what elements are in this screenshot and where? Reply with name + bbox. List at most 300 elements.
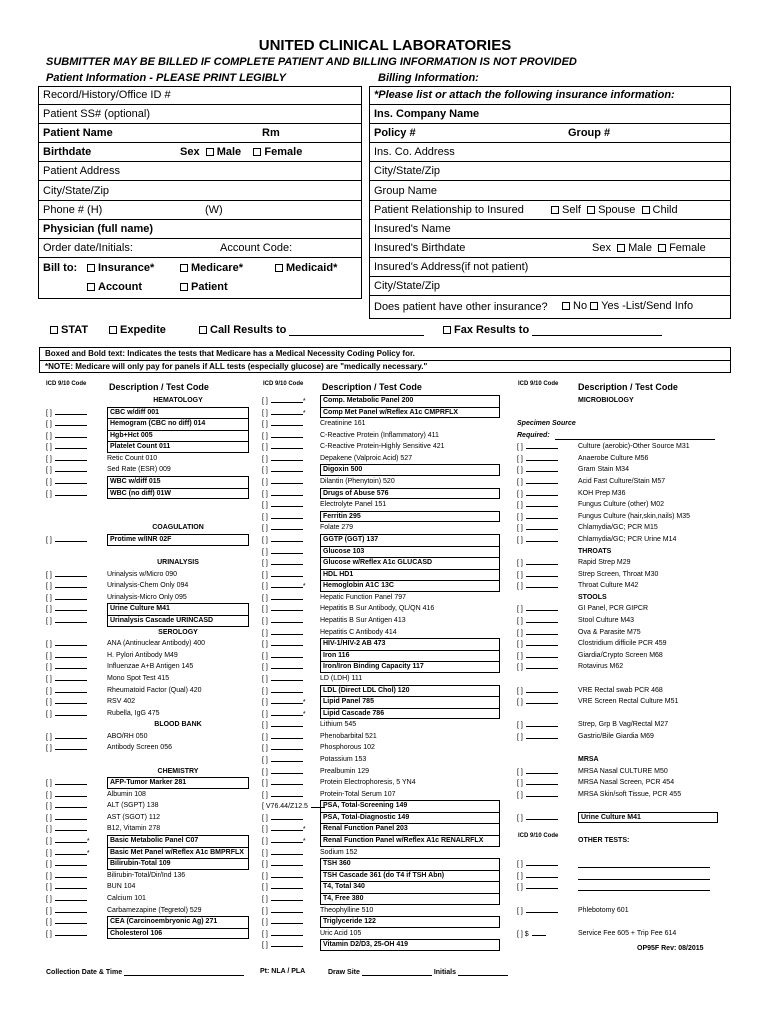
test-option[interactable]: Renal Function Panel 203 xyxy=(320,823,500,835)
fax-results-line[interactable] xyxy=(532,328,662,336)
fax-results-option[interactable]: Fax Results to xyxy=(443,324,662,336)
test-option[interactable]: Phosphorous 102 xyxy=(320,744,375,752)
icd-code-line[interactable] xyxy=(526,789,558,797)
test-option[interactable]: Hemoglobin A1C 13C xyxy=(320,580,500,592)
test-option[interactable]: HIV-1/HIV-2 AB 473 xyxy=(320,638,500,650)
icd-code-line[interactable] xyxy=(55,407,87,415)
test-option[interactable]: Lithium 545 xyxy=(320,721,357,729)
icd-code-line[interactable] xyxy=(55,835,87,843)
test-option[interactable]: HDL HD1 xyxy=(320,569,500,581)
patient-field-5[interactable] xyxy=(39,182,361,201)
draw-site-line[interactable] xyxy=(362,968,432,976)
test-option[interactable]: Dilantin (Phenytoin) 520 xyxy=(320,478,395,486)
icd-code-line[interactable] xyxy=(271,731,303,739)
billing-field-3[interactable] xyxy=(370,143,730,162)
icd-code-entry[interactable] xyxy=(517,731,558,744)
icd-code-line[interactable] xyxy=(526,499,558,507)
test-option[interactable]: Fungus Culture (other) M02 xyxy=(578,501,664,509)
sex-selector[interactable]: Sex Male Female xyxy=(180,146,303,158)
test-option[interactable]: Urinalysis-Chem Only 094 xyxy=(107,582,189,590)
other-test-line[interactable] xyxy=(578,859,710,868)
icd-code-entry[interactable] xyxy=(517,881,558,894)
test-option[interactable]: Hepatitis B Sur Antigen 413 xyxy=(320,617,406,625)
test-option[interactable]: GI Panel, PCR GIPCR xyxy=(578,605,649,613)
icd-code-line[interactable] xyxy=(271,430,303,438)
test-option[interactable]: Stool Culture M43 xyxy=(578,617,635,625)
icd-code-line[interactable] xyxy=(271,453,303,461)
stat-checkbox[interactable] xyxy=(50,326,58,334)
icd-code-entry[interactable] xyxy=(517,661,558,674)
bill-medicare[interactable]: Medicare* xyxy=(180,262,243,274)
icd-code-line[interactable] xyxy=(526,441,558,449)
icd-code-line[interactable] xyxy=(271,441,303,449)
icd-code-line[interactable] xyxy=(271,696,303,704)
test-option[interactable]: Anaerobe Culture M56 xyxy=(578,454,649,462)
test-option[interactable]: Vitamin D2/D3, 25-OH 419 xyxy=(320,939,500,951)
icd-code-line[interactable] xyxy=(526,766,558,774)
icd-code-line[interactable] xyxy=(55,441,87,449)
icd-code-line[interactable] xyxy=(526,696,558,704)
icd-code-line[interactable] xyxy=(55,742,87,750)
test-option[interactable]: TSH Cascade 361 (do T4 if TSH Abn) xyxy=(320,870,500,882)
icd-code-line[interactable] xyxy=(271,546,303,554)
test-option[interactable]: Gram Stain M34 xyxy=(578,466,629,474)
icd-code-line[interactable] xyxy=(271,766,303,774)
icd-code-line[interactable] xyxy=(526,488,558,496)
icd-code-line[interactable] xyxy=(526,615,558,623)
medicare-checkbox[interactable] xyxy=(180,264,188,272)
bill-insurance[interactable]: Insurance* xyxy=(87,262,154,274)
test-option[interactable]: Urinalysis Cascade URINCASD xyxy=(107,615,249,627)
icd-code-line[interactable] xyxy=(271,742,303,750)
test-option[interactable]: Folate 279 xyxy=(320,524,354,532)
test-option[interactable]: Digoxin 500 xyxy=(320,464,500,476)
test-option[interactable]: Iron 116 xyxy=(320,650,500,662)
icd-code-line[interactable] xyxy=(526,650,558,658)
patient-field-6[interactable] xyxy=(39,201,361,220)
other-test-line[interactable] xyxy=(578,871,710,880)
test-option[interactable]: Hepatic Function Panel 797 xyxy=(320,593,406,601)
relationship-selector[interactable]: Self Spouse Child xyxy=(551,204,678,216)
test-option[interactable]: Urine Culture M41 xyxy=(107,603,249,615)
icd-code-line[interactable] xyxy=(55,777,87,785)
icd-code-line[interactable] xyxy=(55,858,87,866)
test-option[interactable]: PSA, Total-Diagnostic 149 xyxy=(320,812,500,824)
test-option[interactable]: Chlamydia/GC; PCR M15 xyxy=(578,524,658,532)
test-option[interactable]: Antibody Screen 056 xyxy=(107,744,172,752)
test-option[interactable]: RSV 402 xyxy=(107,698,136,706)
bill-patient[interactable]: Patient xyxy=(180,281,228,293)
test-option[interactable]: Hepatitis C Antibody 414 xyxy=(320,628,397,636)
test-option[interactable]: C-Reactive Protein (Inflammatory) 411 xyxy=(320,431,439,439)
test-option[interactable]: WBC (no diff) 01W xyxy=(107,488,249,500)
test-option[interactable]: Influenzae A+B Antigen 145 xyxy=(107,663,194,671)
icd-code-line[interactable] xyxy=(526,638,558,646)
icd-code-line[interactable] xyxy=(55,615,87,623)
icd-code-line[interactable] xyxy=(271,812,303,820)
icd-code-line[interactable] xyxy=(526,685,558,693)
icd-code-line[interactable] xyxy=(55,893,87,901)
icd-code-line[interactable] xyxy=(271,488,303,496)
icd-code-entry[interactable] xyxy=(46,534,87,547)
icd-code-line[interactable] xyxy=(271,719,303,727)
icd-code-line[interactable] xyxy=(526,580,558,588)
icd-code-line[interactable] xyxy=(526,476,558,484)
billing-field-2[interactable] xyxy=(370,124,730,143)
icd-code-line[interactable] xyxy=(271,418,303,426)
test-option[interactable]: Comp. Metabolic Panel 200 xyxy=(320,395,500,407)
icd-code-line[interactable] xyxy=(526,858,558,866)
icd-code-line[interactable] xyxy=(55,916,87,924)
icd-code-line[interactable] xyxy=(55,928,87,936)
icd-code-line[interactable] xyxy=(55,638,87,646)
icd-code-line[interactable] xyxy=(55,823,87,831)
medicaid-checkbox[interactable] xyxy=(275,264,283,272)
icd-code-line[interactable] xyxy=(526,881,558,889)
insured-male-checkbox[interactable] xyxy=(617,244,625,252)
test-option[interactable]: PSA, Total-Screening 149 xyxy=(320,800,500,812)
insured-female-checkbox[interactable] xyxy=(658,244,666,252)
icd-code-line[interactable] xyxy=(526,731,558,739)
icd-code-line[interactable] xyxy=(526,603,558,611)
test-option[interactable]: Protime w/INR 02F xyxy=(107,534,249,546)
icd-code-line[interactable] xyxy=(271,870,303,878)
expedite-option[interactable]: Expedite xyxy=(109,324,166,336)
icd-code-line[interactable] xyxy=(55,592,87,600)
icd-code-line[interactable] xyxy=(271,754,303,762)
test-option[interactable]: Service Fee 605 + Trip Fee 614 xyxy=(578,929,677,937)
icd-code-line[interactable] xyxy=(271,847,303,855)
icd-code-entry[interactable] xyxy=(46,742,87,755)
icd-code-line[interactable] xyxy=(271,499,303,507)
patient-checkbox[interactable] xyxy=(180,283,188,291)
icd-code-line[interactable] xyxy=(55,812,87,820)
billing-field-7[interactable] xyxy=(370,220,730,239)
icd-code-line[interactable] xyxy=(271,650,303,658)
test-option[interactable]: CEA (Carcinoembryonic Ag) 271 xyxy=(107,916,249,928)
icd-code-line[interactable] xyxy=(55,569,87,577)
icd-code-entry[interactable] xyxy=(517,812,558,825)
test-option[interactable]: AST (SGOT) 112 xyxy=(107,813,161,821)
test-option[interactable]: GGTP (GGT) 137 xyxy=(320,534,500,546)
draw-site-field[interactable]: Draw Site Initials xyxy=(328,968,508,976)
icd-code-line[interactable] xyxy=(526,522,558,530)
test-option[interactable]: Strep Screen, Throat M30 xyxy=(578,570,659,578)
icd-code-entry[interactable] xyxy=(517,534,558,547)
test-option[interactable]: TSH 360 xyxy=(320,858,500,870)
billing-field-10[interactable] xyxy=(370,277,730,296)
icd-code-line[interactable] xyxy=(271,603,303,611)
test-option[interactable]: Acid Fast Culture/Stain M57 xyxy=(578,478,666,486)
call-results-option[interactable]: Call Results to xyxy=(199,324,424,336)
fax-results-checkbox[interactable] xyxy=(443,326,451,334)
test-option[interactable]: Sed Rate (ESR) 009 xyxy=(107,466,171,474)
patient-field-0[interactable] xyxy=(39,86,361,105)
icd-code-line[interactable] xyxy=(55,685,87,693)
icd-code-line[interactable] xyxy=(271,522,303,530)
self-checkbox[interactable] xyxy=(551,206,559,214)
icd-code-line[interactable] xyxy=(271,395,303,403)
test-option[interactable]: Renal Function Panel w/Reflex A1c RENALRFLX xyxy=(320,835,500,847)
test-option[interactable]: MRSA Nasal Screen, PCR 454 xyxy=(578,779,675,787)
test-option[interactable]: Ova & Parasite M75 xyxy=(578,628,641,636)
test-option[interactable]: Cholesterol 106 xyxy=(107,928,249,940)
icd-code-line[interactable] xyxy=(526,511,558,519)
test-option[interactable]: VRE Screen Rectal Culture M51 xyxy=(578,698,679,706)
test-option[interactable]: Rheumatoid Factor (Qual) 420 xyxy=(107,686,202,694)
icd-code-line[interactable] xyxy=(55,464,87,472)
test-option[interactable]: Fungus Culture (hair,skin,nails) M35 xyxy=(578,512,691,520)
test-option[interactable]: Hepatitis B Sur Antibody, QL/QN 416 xyxy=(320,605,435,613)
test-option[interactable]: Gastric/Bile Giardia M69 xyxy=(578,732,654,740)
spouse-checkbox[interactable] xyxy=(587,206,595,214)
icd-code-line[interactable] xyxy=(55,847,87,855)
icd-code-line[interactable] xyxy=(526,812,558,820)
test-option[interactable]: Protein-Total Serum 107 xyxy=(320,790,396,798)
icd-code-line[interactable] xyxy=(271,905,303,913)
icd-code-entry[interactable] xyxy=(262,939,303,952)
room-field[interactable]: Rm xyxy=(262,127,280,139)
test-option[interactable]: Comp Met Panel w/Reflex A1c CMPRFLX xyxy=(320,407,500,419)
test-option[interactable]: Phenobarbital 521 xyxy=(320,732,377,740)
icd-code-line[interactable] xyxy=(271,708,303,716)
test-option[interactable]: H. Pylori Antibody M49 xyxy=(107,651,178,659)
insured-sex-selector[interactable]: Sex Male Female xyxy=(592,242,706,254)
icd-code-line[interactable] xyxy=(55,881,87,889)
insurance-checkbox[interactable] xyxy=(87,264,95,272)
test-option[interactable]: Depakene (Valproic Acid) 527 xyxy=(320,454,413,462)
patient-field-8[interactable] xyxy=(39,239,361,258)
icd-code-line[interactable] xyxy=(55,800,87,808)
icd-code-line[interactable] xyxy=(55,661,87,669)
billing-field-4[interactable] xyxy=(370,162,730,181)
test-option[interactable]: Hemogram (CBC no diff) 014 xyxy=(107,418,249,430)
test-option[interactable]: CBC w/diff 001 xyxy=(107,407,249,419)
billing-field-9[interactable] xyxy=(370,258,730,277)
icd-code-line[interactable] xyxy=(271,534,303,542)
group-number-field[interactable]: Group # xyxy=(568,127,611,139)
test-option[interactable]: Phlebotomy 601 xyxy=(578,906,629,914)
icd-code-line[interactable] xyxy=(271,407,303,415)
test-option[interactable]: Culture (aerobic)-Other Source M31 xyxy=(578,443,690,451)
billing-field-1[interactable] xyxy=(370,105,730,124)
test-option[interactable]: Hgb+Hct 005 xyxy=(107,430,249,442)
work-phone-field[interactable]: (W) xyxy=(205,204,223,216)
icd-code-line[interactable] xyxy=(271,835,303,843)
test-option[interactable]: Glucose w/Reflex A1c GLUCASD xyxy=(320,557,500,569)
test-option[interactable]: Urinalysis w/Micro 090 xyxy=(107,570,178,578)
icd-code-line[interactable] xyxy=(55,650,87,658)
icd-code-line[interactable] xyxy=(55,870,87,878)
test-option[interactable]: Glucose 103 xyxy=(320,546,500,558)
test-option[interactable]: Calcium 101 xyxy=(107,894,146,902)
test-option[interactable]: Lipid Panel 785 xyxy=(320,696,500,708)
account-checkbox[interactable] xyxy=(87,283,95,291)
test-option[interactable]: C-Reactive Protein-Highly Sensitive 421 xyxy=(320,443,445,451)
test-option[interactable]: Platelet Count 011 xyxy=(107,441,249,453)
icd-code-line[interactable] xyxy=(526,627,558,635)
test-option[interactable]: KOH Prep M36 xyxy=(578,489,626,497)
specimen-source-line[interactable] xyxy=(555,431,715,440)
icd-code-line[interactable] xyxy=(271,823,303,831)
test-option[interactable]: Prealbumin 129 xyxy=(320,767,370,775)
icd-code-entry[interactable] xyxy=(46,488,87,501)
test-option[interactable]: Urine Culture M41 xyxy=(578,812,718,824)
icd-code-line[interactable] xyxy=(55,708,87,716)
icd-code-line[interactable] xyxy=(55,731,87,739)
child-checkbox[interactable] xyxy=(642,206,650,214)
test-option[interactable]: WBC w/diff 015 xyxy=(107,476,249,488)
icd-code-line[interactable] xyxy=(55,905,87,913)
icd-code-line[interactable] xyxy=(526,569,558,577)
test-option[interactable]: Retic Count 010 xyxy=(107,454,158,462)
icd-code-line[interactable] xyxy=(55,430,87,438)
test-option[interactable]: Ferritin 295 xyxy=(320,511,500,523)
test-option[interactable]: Theophylline 510 xyxy=(320,906,374,914)
icd-code-line[interactable] xyxy=(532,928,546,936)
test-option[interactable]: Bilirubin-Total 109 xyxy=(107,858,249,870)
test-option[interactable]: B12, Vitamin 278 xyxy=(107,825,161,833)
icd-code-line[interactable] xyxy=(271,557,303,565)
bill-medicaid[interactable]: Medicaid* xyxy=(275,262,337,274)
test-option[interactable]: Strep, Grp B Vag/Rectal M27 xyxy=(578,721,669,729)
icd-code-line[interactable] xyxy=(271,476,303,484)
test-option[interactable]: ABO/RH 050 xyxy=(107,732,148,740)
icd-code-line[interactable] xyxy=(271,777,303,785)
icd-code-line[interactable] xyxy=(55,696,87,704)
collection-date-line[interactable] xyxy=(124,968,244,976)
icd-code-line[interactable] xyxy=(271,881,303,889)
icd-code-line[interactable] xyxy=(55,673,87,681)
other-insurance-selector[interactable]: No Yes -List/Send Info xyxy=(562,300,693,312)
icd-code-line[interactable] xyxy=(271,789,303,797)
icd-code-line[interactable] xyxy=(55,488,87,496)
test-option[interactable]: Chlamydia/GC; PCR Urine M14 xyxy=(578,535,677,543)
stat-option[interactable]: STAT xyxy=(50,324,88,336)
icd-code-line[interactable] xyxy=(526,453,558,461)
test-option[interactable]: Rotavirus M62 xyxy=(578,663,624,671)
other-ins-yes-checkbox[interactable] xyxy=(590,302,598,310)
icd-code-line[interactable] xyxy=(271,661,303,669)
test-option[interactable]: Carbamezapine (Tegretol) 529 xyxy=(107,906,202,914)
icd-code-line[interactable] xyxy=(55,476,87,484)
icd-code-line[interactable] xyxy=(271,615,303,623)
test-option[interactable]: LD (LDH) 111 xyxy=(320,674,363,682)
other-test-line[interactable] xyxy=(578,882,710,891)
billing-field-5[interactable] xyxy=(370,182,730,201)
test-option[interactable]: AFP-Tumor Marker 281 xyxy=(107,777,249,789)
icd-code-line[interactable] xyxy=(526,661,558,669)
icd-code-line[interactable] xyxy=(55,534,87,542)
patient-field-4[interactable] xyxy=(39,162,361,181)
icd-code-line[interactable] xyxy=(271,511,303,519)
test-option[interactable]: Potassium 153 xyxy=(320,755,367,763)
icd-code-line[interactable] xyxy=(271,673,303,681)
test-option[interactable]: LDL (Direct LDL Chol) 120 xyxy=(320,685,500,697)
icd-code-entry[interactable] xyxy=(46,615,87,628)
test-option[interactable]: Throat Culture M42 xyxy=(578,582,639,590)
test-option[interactable]: Lipid Cascade 786 xyxy=(320,708,500,720)
icd-code-line[interactable] xyxy=(271,916,303,924)
test-option[interactable]: Rubella, IgG 475 xyxy=(107,709,160,717)
icd-code-line[interactable] xyxy=(55,453,87,461)
test-option[interactable]: T4, Total 340 xyxy=(320,881,500,893)
icd-code-entry[interactable] xyxy=(517,580,558,593)
icd-code-line[interactable] xyxy=(271,858,303,866)
icd-code-line[interactable] xyxy=(55,789,87,797)
icd-code-line[interactable] xyxy=(271,464,303,472)
other-ins-no-checkbox[interactable] xyxy=(562,302,570,310)
icd-code-line[interactable] xyxy=(526,870,558,878)
test-option[interactable]: MRSA Nasal CULTURE M50 xyxy=(578,767,668,775)
test-option[interactable]: Giardia/Crypto Screen M68 xyxy=(578,651,663,659)
icd-code-entry[interactable] xyxy=(517,789,558,802)
bill-account[interactable]: Account xyxy=(87,281,142,293)
female-checkbox[interactable] xyxy=(253,148,261,156)
icd-code-line[interactable] xyxy=(271,939,303,947)
account-code-field[interactable]: Account Code: xyxy=(220,242,293,254)
collection-date-field[interactable]: Collection Date & Time xyxy=(46,968,244,976)
patient-field-7[interactable] xyxy=(39,220,361,239)
test-option[interactable]: Triglyceride 122 xyxy=(320,916,500,928)
test-option[interactable]: Iron/Iron Binding Capacity 117 xyxy=(320,661,500,673)
test-option[interactable]: Urinalysis-Micro Only 095 xyxy=(107,593,187,601)
test-option[interactable]: Basic Met Panel w/Reflex A1c BMPRFLX xyxy=(107,847,249,859)
icd-code-line[interactable] xyxy=(526,905,558,913)
icd-code-line[interactable] xyxy=(271,569,303,577)
icd-code-line[interactable] xyxy=(271,685,303,693)
test-option[interactable]: Rapid Strep M29 xyxy=(578,559,631,567)
icd-code-entry[interactable] xyxy=(46,928,87,941)
icd-code-line[interactable] xyxy=(526,557,558,565)
test-option[interactable]: Bilirubin-Total/Dir/Ind 136 xyxy=(107,871,186,879)
expedite-checkbox[interactable] xyxy=(109,326,117,334)
test-option[interactable]: Sodium 152 xyxy=(320,848,358,856)
initials-line[interactable] xyxy=(458,968,508,976)
icd-code-entry[interactable] xyxy=(517,905,558,918)
icd-code-line[interactable] xyxy=(55,418,87,426)
test-option[interactable]: MRSA Skin/soft Tissue, PCR 455 xyxy=(578,790,682,798)
icd-code-line[interactable] xyxy=(271,627,303,635)
test-option[interactable]: Protein Electrophoresis, 5 YN4 xyxy=(320,779,416,787)
patient-field-2[interactable] xyxy=(39,124,361,143)
icd-code-entry[interactable] xyxy=(517,928,546,941)
icd-code-line[interactable] xyxy=(271,893,303,901)
icd-code-entry[interactable] xyxy=(517,696,558,709)
test-option[interactable]: Creatinine 161 xyxy=(320,420,366,428)
test-option[interactable]: ALT (SGPT) 138 xyxy=(107,802,159,810)
icd-code-entry[interactable] xyxy=(46,708,87,721)
test-option[interactable]: Mono Spot Test 415 xyxy=(107,674,170,682)
call-results-line[interactable] xyxy=(289,328,424,336)
male-checkbox[interactable] xyxy=(206,148,214,156)
test-option[interactable]: Drugs of Abuse 576 xyxy=(320,488,500,500)
test-option[interactable]: ANA (Antinuclear Antibody) 400 xyxy=(107,640,206,648)
icd-code-line[interactable] xyxy=(526,719,558,727)
test-option[interactable]: BUN 104 xyxy=(107,883,136,891)
icd-code-line[interactable] xyxy=(526,534,558,542)
icd-code-line[interactable] xyxy=(271,592,303,600)
test-option[interactable]: VRE Rectal swab PCR 468 xyxy=(578,686,663,694)
test-option[interactable]: Albumin 108 xyxy=(107,790,146,798)
icd-code-line[interactable] xyxy=(55,580,87,588)
test-option[interactable]: Electrolyte Panel 151 xyxy=(320,501,387,509)
icd-code-line[interactable] xyxy=(271,580,303,588)
call-results-checkbox[interactable] xyxy=(199,326,207,334)
test-option[interactable]: T4, Free 380 xyxy=(320,893,500,905)
patient-field-1[interactable] xyxy=(39,105,361,124)
icd-code-line[interactable] xyxy=(526,464,558,472)
